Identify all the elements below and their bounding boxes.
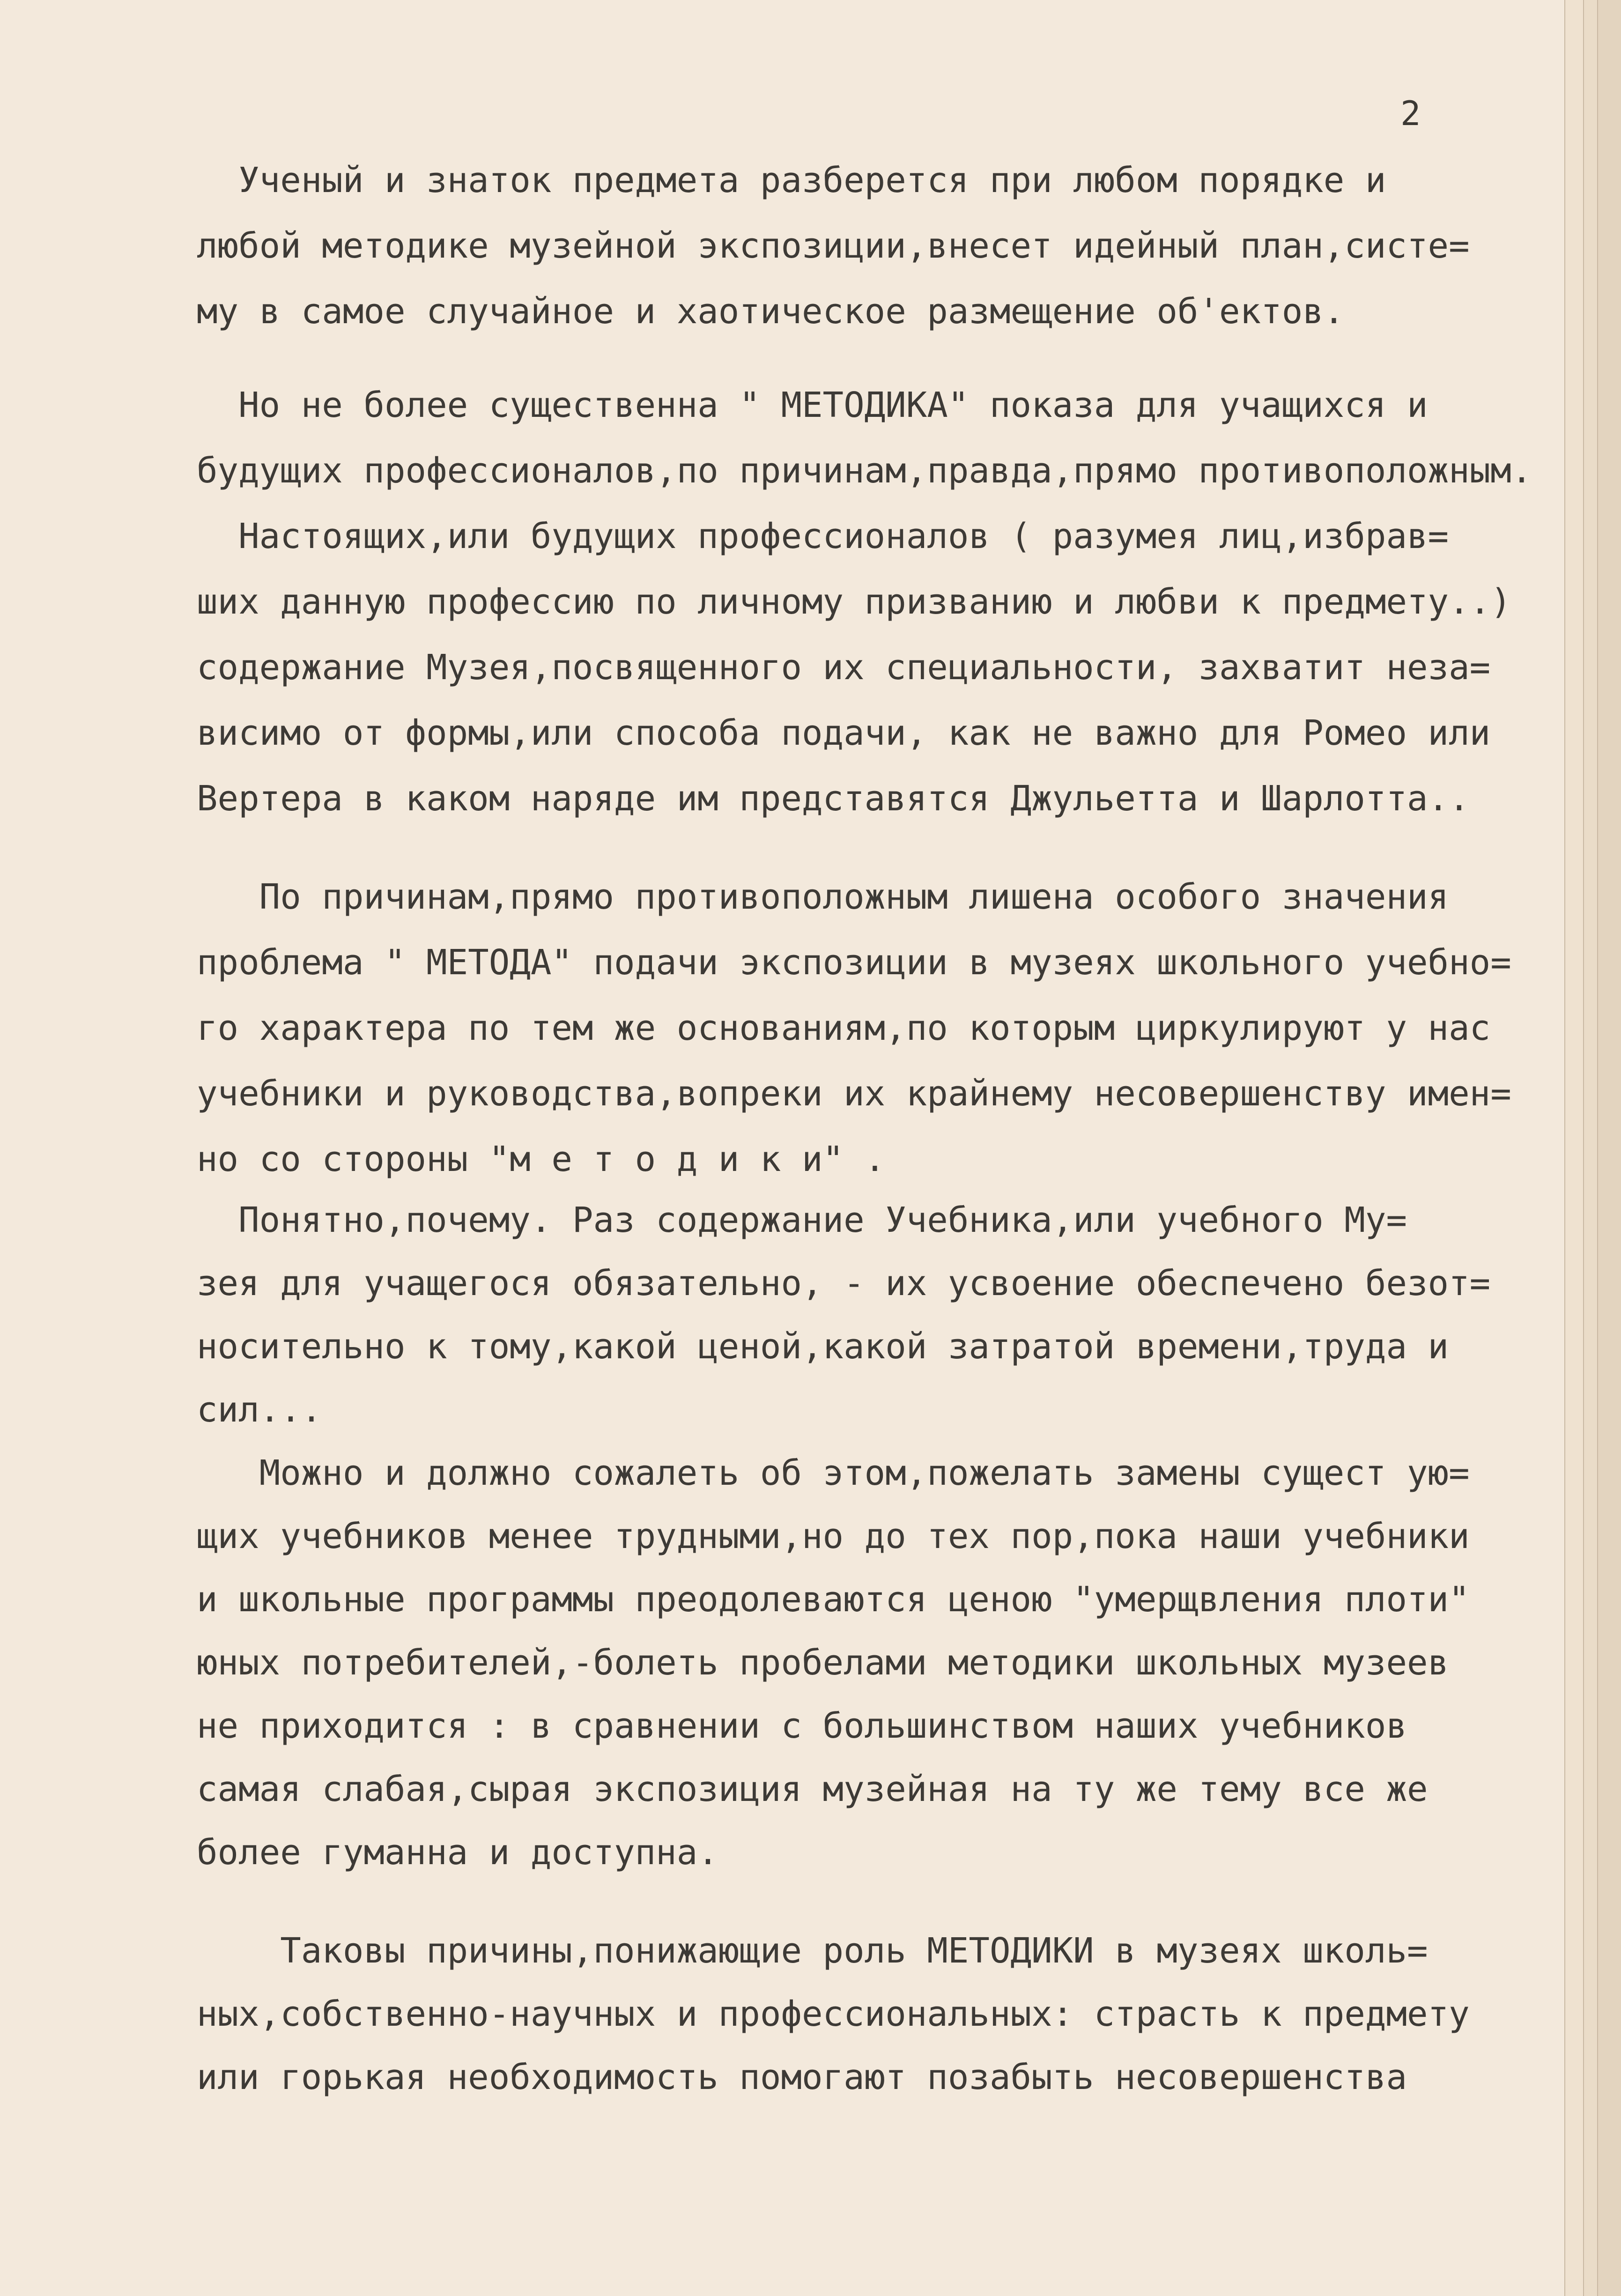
text-line: Ученый и знаток предмета разберется при любом порядке и [197,160,1386,200]
text-line: Можно и должно сожалеть об этом,пожелать замены сущест ую= [197,1453,1470,1493]
text-line: висимо от формы,или способа подачи, как не важно для Ромео или [197,713,1491,753]
text-line: Вертера в каком наряде им представятся Джульетта и Шарлотта.. [197,778,1470,819]
text-line: ных,собственно-научных и профессиональных: страсть к предмету [197,1994,1470,2034]
text-line: не приходится : в сравнении с большинством наших учебников [197,1706,1407,1746]
text-line: щих учебников менее трудными,но до тех пор,пока наши учебники [197,1516,1470,1556]
text-line: Но не более существенна " МЕТОДИКА" показа для учащихся и [197,385,1428,425]
text-line: самая слабая,сырая экспозиция музейная на ту же тему все же [197,1769,1428,1809]
text-line: более гуманна и доступна. [197,1832,718,1873]
text-line: сил... [197,1390,322,1430]
text-line: и школьные программы преодолеваются ценою "умерщвления плоти" [197,1579,1470,1620]
text-line: любой методике музейной экспозиции,внесет идейный план,систе= [197,226,1470,266]
text-line: По причинам,прямо противоположным лишена особого значения [197,877,1449,917]
page-edge [1597,0,1621,2296]
text-line: будущих профессионалов,по причинам,правда,прямо противоположным. [197,451,1532,491]
text-line: Понятно,почему. Раз содержание Учебника,или учебного Му= [197,1200,1407,1240]
text-line: учебники и руководства,вопреки их крайнему несовершенству имен= [197,1074,1511,1114]
text-line: проблема " МЕТОДА" подачи экспозиции в музеях школьного учебно= [197,942,1511,983]
text-line: или горькая необходимость помогают позабыть несовершенства [197,2057,1407,2097]
text-line: Настоящих,или будущих профессионалов ( разумея лиц,избрав= [197,516,1449,556]
text-line: го характера по тем же основаниям,по которым циркулируют у нас [197,1008,1491,1048]
text-line: ших данную профессию по личному призванию и любви к предмету..) [197,582,1511,622]
text-line: содержание Музея,посвященного их специальности, захватит неза= [197,647,1491,688]
text-line: но со стороны "м е т о д и к и" . [197,1139,886,1179]
page-number: 2 [1400,94,1421,133]
text-line: зея для учащегося обязательно, - их усвоение обеспечено безот= [197,1263,1491,1304]
text-line: му в самое случайное и хаотическое размещение об'ектов. [197,291,1345,332]
page-edge [1564,0,1584,2296]
page-edge [1583,0,1598,2296]
text-line: юных потребителей,-болеть пробелами методики школьных музеев [197,1643,1449,1683]
text-line: Таковы причины,понижающие роль МЕТОДИКИ в музеях школь= [197,1931,1428,1971]
text-line: носительно к тому,какой ценой,какой затратой времени,труда и [197,1326,1449,1367]
